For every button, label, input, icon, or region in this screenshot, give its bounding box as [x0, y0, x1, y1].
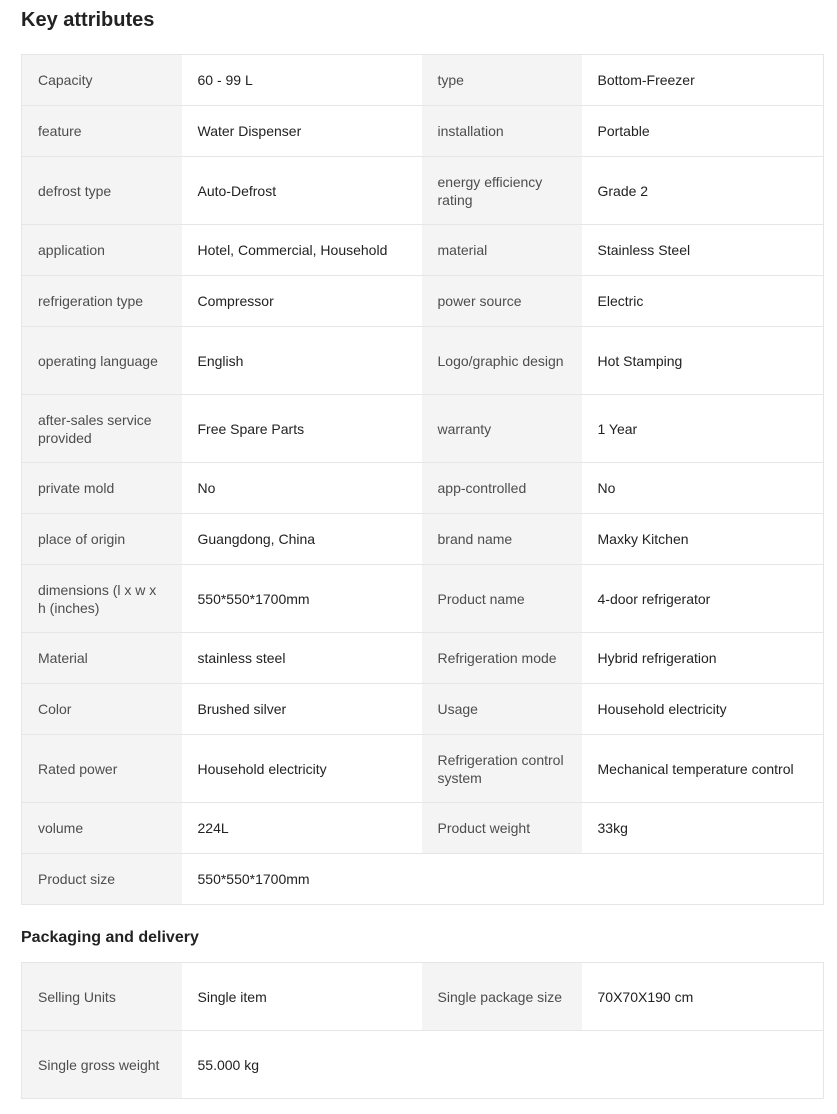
table-row — [22, 514, 824, 565]
key-attributes-title: Key attributes — [21, 9, 155, 31]
attribute-value: Household electricity — [582, 684, 824, 735]
table-row — [22, 55, 824, 106]
attribute-value: Hybrid refrigeration — [582, 633, 824, 684]
empty-cell — [422, 854, 582, 905]
attribute-label: Selling Units — [22, 963, 182, 1031]
attribute-label: energy efficiency rating — [422, 157, 582, 225]
attribute-value: Maxky Kitchen — [582, 514, 824, 565]
attribute-label: power source — [422, 276, 582, 327]
packaging-table — [21, 962, 824, 1099]
attribute-value: 70X70X190 cm — [582, 963, 824, 1031]
page-content — [21, 0, 823, 1099]
attribute-label: Usage — [422, 684, 582, 735]
attribute-value: Free Spare Parts — [182, 395, 422, 463]
table-row — [22, 395, 824, 463]
attribute-label: Product size — [22, 854, 182, 905]
attribute-label: operating language — [22, 327, 182, 395]
attribute-label: Product weight — [422, 803, 582, 854]
table-row — [22, 276, 824, 327]
attribute-label: Refrigeration control system — [422, 735, 582, 803]
attribute-value: Compressor — [182, 276, 422, 327]
attribute-label: Color — [22, 684, 182, 735]
attribute-label: Logo/graphic design — [422, 327, 582, 395]
attribute-value: Portable — [582, 106, 824, 157]
table-row — [22, 735, 824, 803]
table-row — [22, 803, 824, 854]
attribute-label: brand name — [422, 514, 582, 565]
empty-cell — [582, 854, 824, 905]
attribute-label: place of origin — [22, 514, 182, 565]
table-row — [22, 854, 824, 905]
empty-cell — [582, 1031, 824, 1099]
attribute-value: 550*550*1700mm — [182, 854, 422, 905]
table-row — [22, 327, 824, 395]
attribute-label: Rated power — [22, 735, 182, 803]
attribute-value: 224L — [182, 803, 422, 854]
attribute-value: 1 Year — [582, 395, 824, 463]
attribute-label: refrigeration type — [22, 276, 182, 327]
attribute-label: after-sales service provided — [22, 395, 182, 463]
attribute-value: Water Dispenser — [182, 106, 422, 157]
attribute-label: Material — [22, 633, 182, 684]
attribute-label: application — [22, 225, 182, 276]
attribute-value: Electric — [582, 276, 824, 327]
attribute-label: feature — [22, 106, 182, 157]
attribute-label: Capacity — [22, 55, 182, 106]
attribute-label: private mold — [22, 463, 182, 514]
key-attributes-table — [21, 54, 824, 905]
table-row — [22, 1031, 824, 1099]
attribute-value: 60 - 99 L — [182, 55, 422, 106]
attribute-label: volume — [22, 803, 182, 854]
attribute-value: Bottom-Freezer — [582, 55, 824, 106]
attribute-value: No — [582, 463, 824, 514]
table-row — [22, 225, 824, 276]
table-row — [22, 633, 824, 684]
table-row — [22, 463, 824, 514]
attribute-value: 33kg — [582, 803, 824, 854]
attribute-value: 550*550*1700mm — [182, 565, 422, 633]
attribute-label: type — [422, 55, 582, 106]
attribute-value: Auto-Defrost — [182, 157, 422, 225]
attribute-value: Hot Stamping — [582, 327, 824, 395]
table-row — [22, 106, 824, 157]
attribute-label: defrost type — [22, 157, 182, 225]
attribute-value: Single item — [182, 963, 422, 1031]
attribute-label: warranty — [422, 395, 582, 463]
attribute-value: Stainless Steel — [582, 225, 824, 276]
table-row — [22, 157, 824, 225]
attribute-value: Brushed silver — [182, 684, 422, 735]
table-row — [22, 684, 824, 735]
attribute-value: 4-door refrigerator — [582, 565, 824, 633]
attribute-label: Single gross weight — [22, 1031, 182, 1099]
attribute-label: installation — [422, 106, 582, 157]
attribute-value: No — [182, 463, 422, 514]
attribute-value: Guangdong, China — [182, 514, 422, 565]
attribute-value: English — [182, 327, 422, 395]
attribute-label: material — [422, 225, 582, 276]
attribute-value: Grade 2 — [582, 157, 824, 225]
attribute-label: Refrigeration mode — [422, 633, 582, 684]
table-row — [22, 963, 824, 1031]
attribute-label: dimensions (l x w x h (inches) — [22, 565, 182, 633]
attribute-value: Mechanical temperature control — [582, 735, 824, 803]
packaging-title: Packaging and delivery — [21, 929, 199, 946]
attribute-label: app-controlled — [422, 463, 582, 514]
attribute-value: Household electricity — [182, 735, 422, 803]
attribute-value: stainless steel — [182, 633, 422, 684]
table-row — [22, 565, 824, 633]
attribute-value: Hotel, Commercial, Household — [182, 225, 422, 276]
attribute-value: 55.000 kg — [182, 1031, 422, 1099]
attribute-label: Single package size — [422, 963, 582, 1031]
attribute-label: Product name — [422, 565, 582, 633]
empty-cell — [422, 1031, 582, 1099]
